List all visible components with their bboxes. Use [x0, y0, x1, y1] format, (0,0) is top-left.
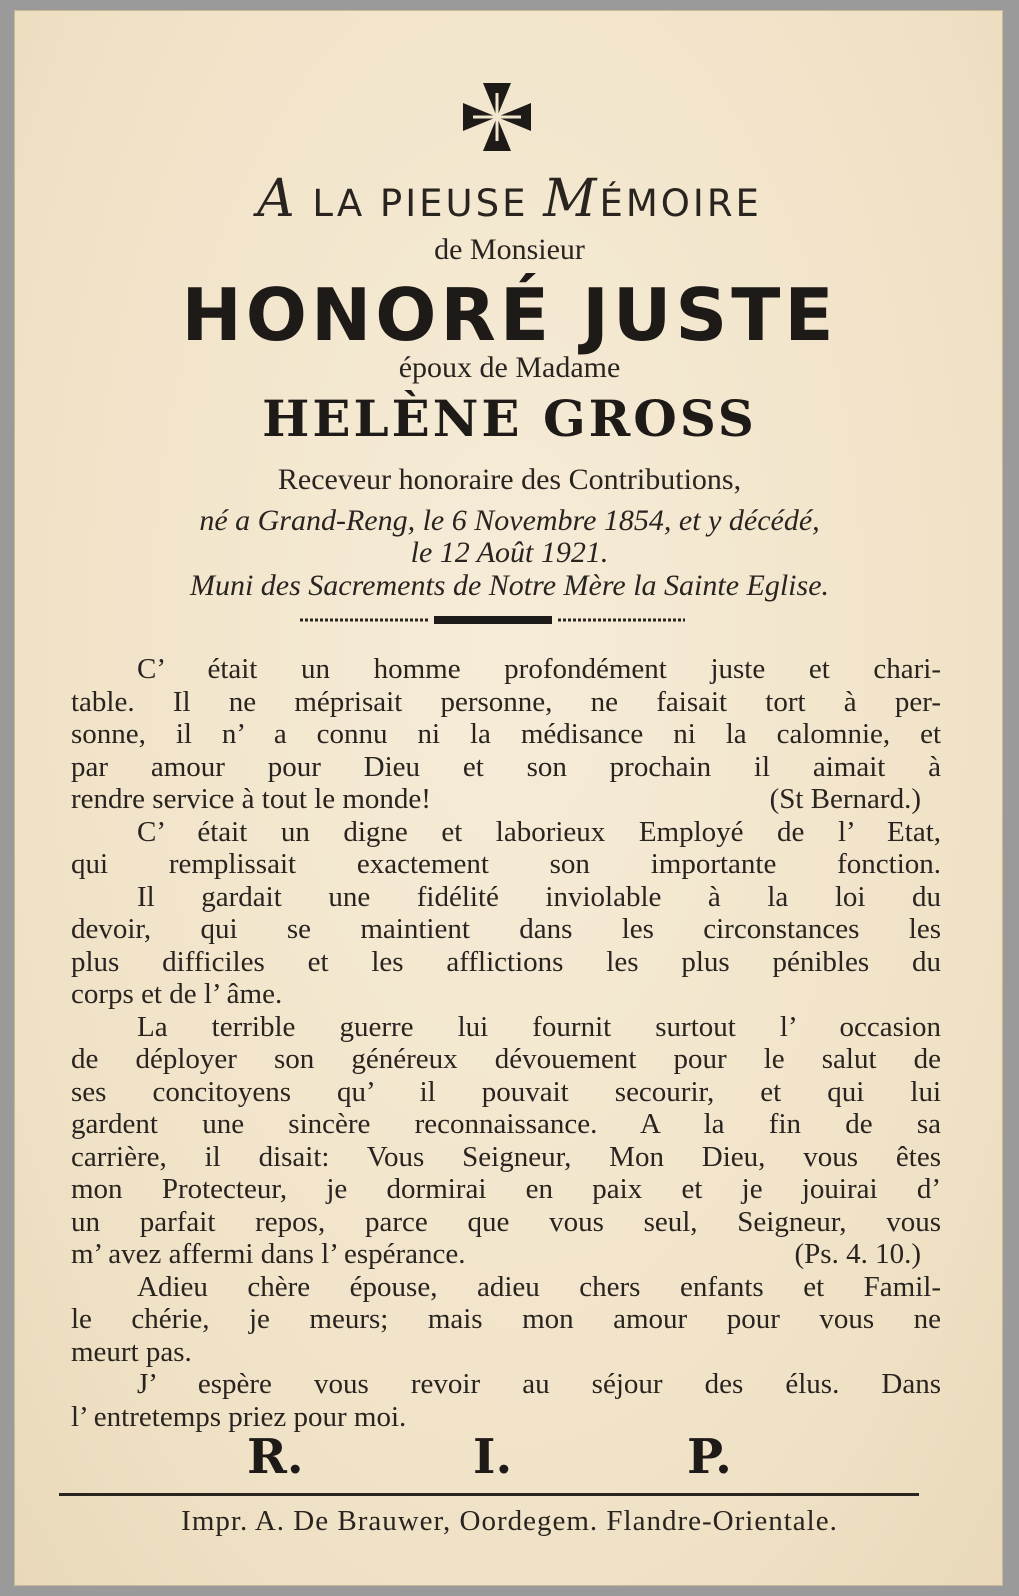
text-line: gardent une sincère reconnaissance. A la fin de sa: [71, 1108, 941, 1140]
memorial-heading-initial-m: M: [543, 169, 600, 229]
text-line: La terrible guerre lui fournit surtout l’ occasion: [137, 1010, 941, 1043]
sacraments-line: Muni des Sacrements de Notre Mère la Sainte Eglise.: [189, 569, 830, 602]
text-line: carrière, il disait: Vous Seigneur, Mon Dieu, vous êtes: [71, 1140, 941, 1173]
eulogy-text: [71, 653, 941, 1433]
text-line: Il gardait une fidélité inviolable à la loi du: [137, 880, 941, 913]
text-line-part: rendre service à tout le monde!: [71, 783, 431, 815]
text-line: C’ était un digne et laborieux Employé de l’ Etat,: [137, 815, 941, 848]
text-line: sonne, il n’ a connu ni la médisance ni la calomnie, et: [71, 718, 941, 750]
cross-pattee-icon: [461, 81, 533, 153]
memorial-heading-mid: LA PIEUSE: [312, 182, 529, 225]
ornamental-divider: [300, 615, 685, 625]
citation-psalm: (Ps. 4. 10.): [794, 1238, 921, 1270]
text-line: l’ entretemps priez pour moi.: [71, 1400, 407, 1433]
text-line: mon Protecteur, je dormirai en paix et je jouirai d’: [71, 1173, 941, 1205]
deceased-name: HONORÉ JUSTE: [181, 273, 838, 357]
memorial-heading-initial-a: A: [257, 169, 298, 229]
text-line: table. Il ne méprisait personne, ne faisait tort à per-: [71, 685, 941, 718]
text-line: un parfait repos, parce que vous seul, Seigneur, vous: [71, 1205, 941, 1238]
text-line: de déployer son généreux dévouement pour le salut de: [71, 1043, 941, 1075]
footer-rule: [59, 1493, 919, 1496]
text-line: plus difficiles et les afflictions les plus pénibles du: [71, 945, 941, 978]
text-line: ses concitoyens qu’ il pouvait secourir, et qui lui: [71, 1075, 941, 1108]
birth-line: né a Grand-Reng, le 6 Novembre 1854, et y décédé,: [199, 504, 820, 537]
monsieur-line: de Monsieur: [434, 233, 585, 266]
spouse-name: HELÈNE GROSS: [262, 389, 757, 448]
text-line: par amour pour Dieu et son prochain il aimait à: [71, 750, 941, 783]
text-line: le chérie, je meurs; mais mon amour pour vous ne: [71, 1303, 941, 1335]
rip-r: R.: [247, 1429, 304, 1485]
death-line: le 12 Août 1921.: [410, 536, 609, 569]
text-line: J’ espère vous revoir au séjour des élus. Dans: [137, 1368, 941, 1400]
rip-line: [15, 1429, 1004, 1489]
text-line: devoir, qui se maintient dans les circonstances les: [71, 913, 941, 945]
text-line: Adieu chère épouse, adieu chers enfants et Famil-: [137, 1270, 941, 1303]
profession-line: Receveur honoraire des Contributions,: [277, 463, 742, 496]
spouse-intro: époux de Madame: [398, 351, 621, 384]
text-line: corps et de l’ âme.: [71, 978, 283, 1010]
text-line: C’ était un homme profondément juste et chari-: [137, 653, 941, 685]
memorial-card: [14, 10, 1003, 1586]
printer-credit: Impr. A. De Brauwer, Oordegem. Flandre-Orientale.: [181, 1505, 838, 1537]
citation-st-bernard: (St Bernard.): [769, 783, 921, 815]
rip-i: I.: [473, 1429, 513, 1485]
text-line: [71, 783, 941, 816]
text-line: [71, 1238, 941, 1271]
text-line-part: m’ avez affermi dans l’ espérance.: [71, 1238, 466, 1270]
memorial-heading: [15, 169, 1004, 229]
text-line: qui remplissait exactement son importante fonction.: [71, 848, 941, 880]
memorial-heading-rest: ÉMOIRE: [599, 182, 762, 225]
rip-p: P.: [687, 1429, 732, 1485]
text-line: meurt pas.: [71, 1335, 192, 1368]
